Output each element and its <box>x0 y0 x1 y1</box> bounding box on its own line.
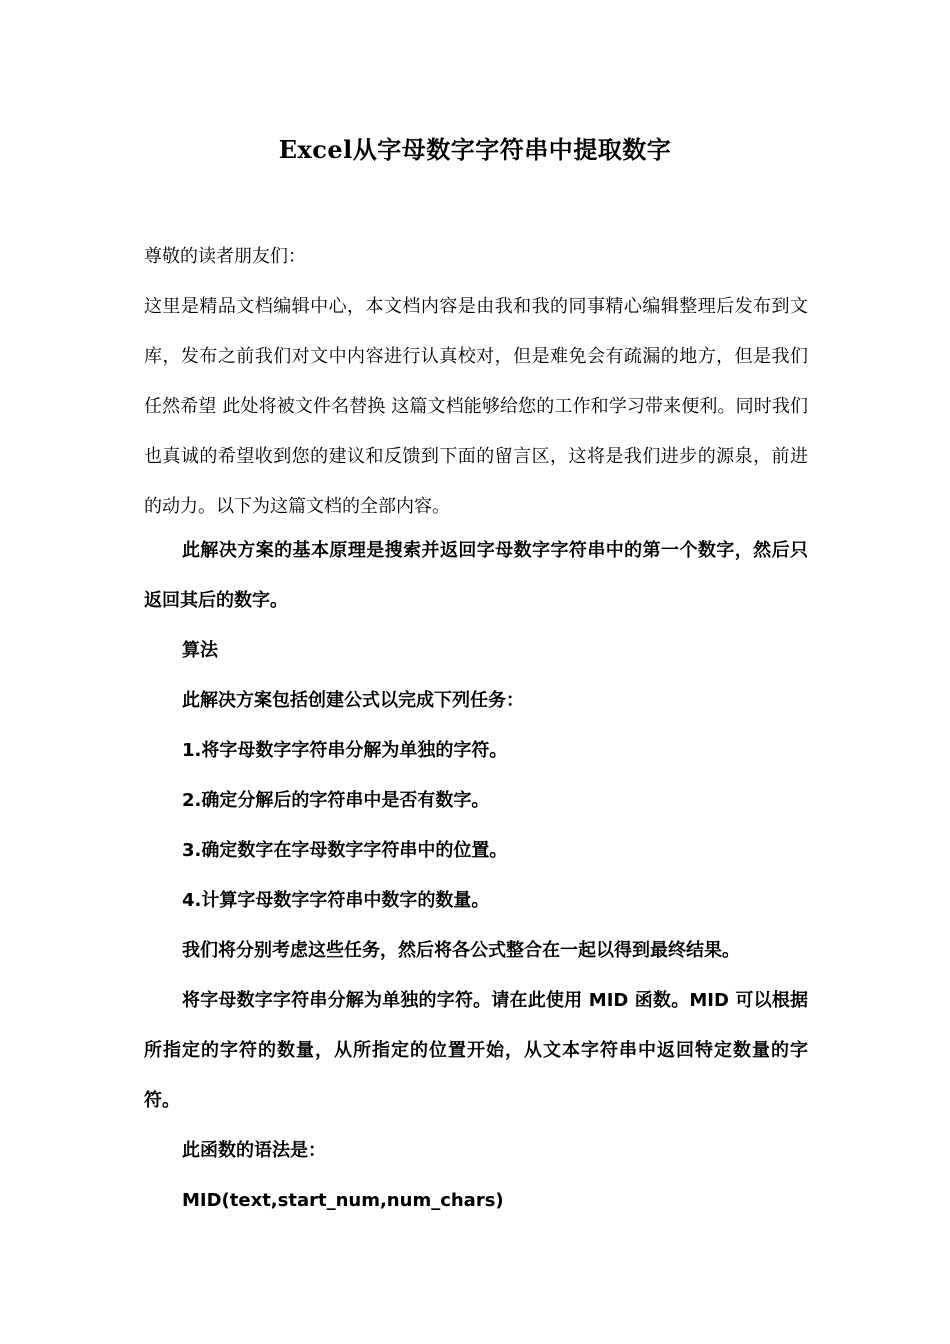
main-content <box>144 526 808 1226</box>
paragraph-principle: 此解决方案的基本原理是搜索并返回字母数字字符串中的第一个数字，然后只返回其后的数字。 <box>144 540 808 611</box>
paragraph-mid-function: 将字母数字字符串分解为单独的字符。请在此使用 MID 函数。MID 可以根据所指定的字符的数量，从所指定的位置开始，从文本字符串中返回特定数量的字符。 <box>144 990 808 1111</box>
intro-text: 这里是精品文档编辑中心，本文档内容是由我和我的同事精心编辑整理后发布到文库，发布之前我们对文中内容进行认真校对，但是难免会有疏漏的地方，但是我们任然希望 此处将被文件名替换 这篇文档能够给您的工作和学习带来便利。同时我们也真诚的希望收到您的建议和反馈到下面的留言区，这将是我们进步的源泉，前进的动力。以下为这篇文档的全部内容。 <box>144 296 808 517</box>
list-item-task-3: 3.确定数字在字母数字字符串中的位置。 <box>182 840 508 861</box>
list-item-task-4: 4.计算字母数字字符串中数字的数量。 <box>182 890 490 911</box>
paragraph-syntax-label: 此函数的语法是： <box>182 1140 326 1161</box>
paragraph-combine: 我们将分别考虑这些任务，然后将各公式整合在一起以得到最终结果。 <box>182 940 740 961</box>
intro-section <box>144 232 808 532</box>
paragraph-tasks-intro: 此解决方案包括创建公式以完成下列任务： <box>182 690 524 711</box>
intro-greeting: 尊敬的读者朋友们： <box>144 246 306 267</box>
heading-algorithm: 算法 <box>182 640 218 661</box>
code-mid-syntax: MID(text,start_num,num_chars) <box>182 1190 504 1211</box>
list-item-task-2: 2.确定分解后的字符串中是否有数字。 <box>182 790 490 811</box>
list-item-task-1: 1.将字母数字字符串分解为单独的字符。 <box>182 740 508 761</box>
document-title: Excel从字母数字字符串中提取数字 <box>278 135 672 164</box>
